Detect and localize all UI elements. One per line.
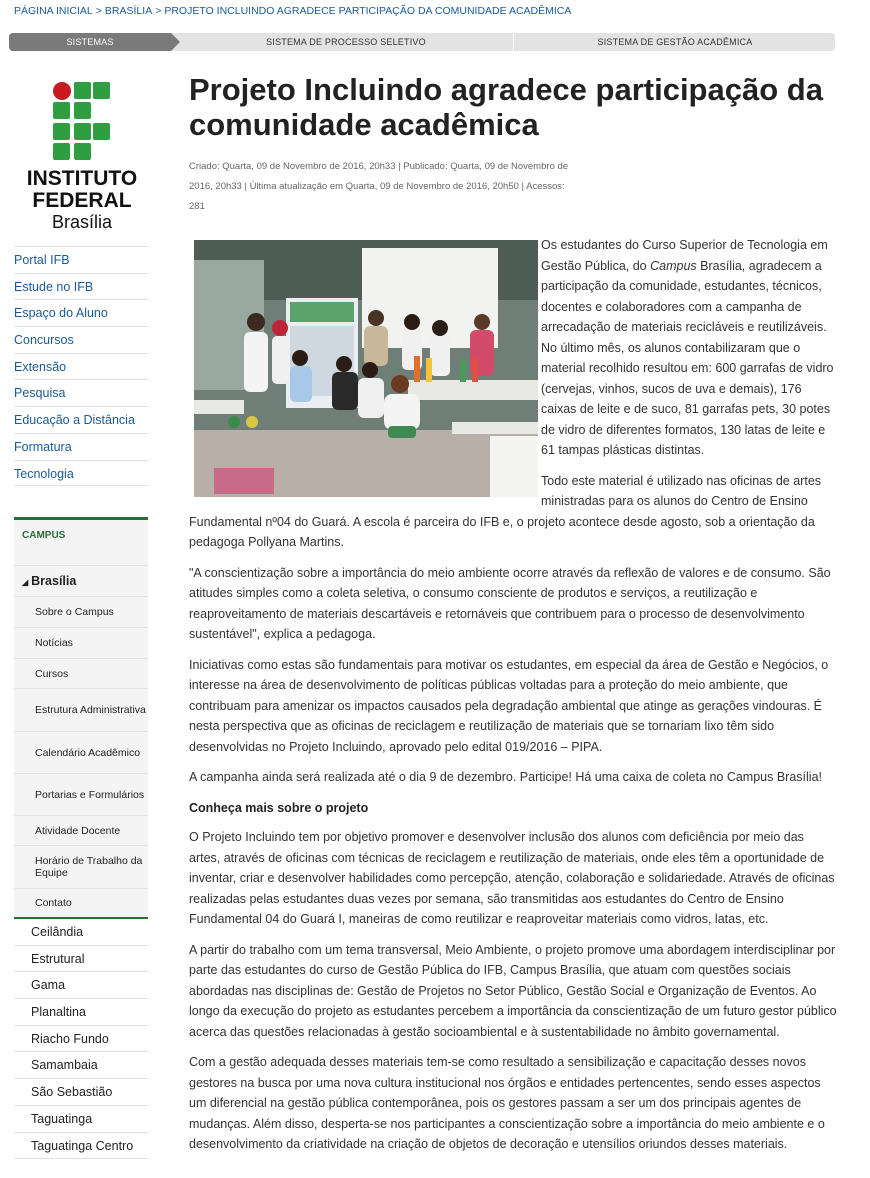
logo-text-federal: FEDERAL	[32, 189, 132, 212]
sidebar-item-estude-no-ifb[interactable]: Estude no IFB	[14, 273, 148, 300]
article-paragraph: Com a gestão adequada desses materiais tem-se como resultado a sensibilização e capacitação desses novos gestores na busca por uma nova cultura institucional nos órgãos e entidades pertencentes, sendo esses aspectos um diferencial na gestão pública contemporânea, pois os gestores passam a ser um dos principais agentes de mudanças. Além disso, desperta-se nos participantes a conscientização sobre a importância do meio ambiente e o desenvolvimento da criatividade na criação de objetos de decoração e utensílios oriundos desses materiais.	[189, 1055, 825, 1151]
sidebar-item-portal-ifb[interactable]: Portal IFB	[14, 246, 148, 273]
article-body	[189, 235, 837, 1165]
article-paragraph: Iniciativas como estas são fundamentais para motivar os estudantes, em especial da área de Gestão e Negócios, o interesse na área de desenvolvimento de políticas públicas voltadas para a proteção do meio ambiente, que contribuam para amenizar os impactos causados pela degradação ambiental que atinge as gerações vindouras. É nesta perspectiva que as oficinas de reciclagem e reutilização de materiais que se tornariam lixo têm sido desenvolvidas no Projeto Incluindo, aprovado pelo edital 019/2016 – PIPA.	[189, 657, 829, 754]
submenu-portarias-e-formularios[interactable]: Portarias e Formulários	[14, 773, 148, 815]
campus-item-planaltina[interactable]: Planaltina	[14, 999, 148, 1026]
submenu-atividade-docente[interactable]: Atividade Docente	[14, 815, 148, 845]
logo-square-icon	[74, 123, 91, 140]
logo-text-instituto: INSTITUTO	[26, 167, 138, 190]
breadcrumb	[14, 5, 571, 17]
submenu-calendario-academico[interactable]: Calendário Acadêmico	[14, 731, 148, 773]
paragraph-emphasis: Campus	[650, 258, 697, 273]
logo-square-icon	[74, 82, 91, 99]
article-title: Projeto Incluindo agradece participação da comunidade acadêmica	[189, 72, 823, 142]
logo-red-circle-icon	[53, 82, 71, 100]
campus-heading: CAMPUS	[14, 517, 148, 565]
campus-item-gama[interactable]: Gama	[14, 972, 148, 999]
sidebar-menu	[14, 246, 148, 486]
logo-square-icon	[53, 143, 70, 160]
paragraph-text: Os estudantes do Curso Superior de Tecnologia em Gestão Pública, do	[541, 238, 828, 273]
sidebar-item-formatura[interactable]: Formatura	[14, 433, 148, 460]
logo-square-icon	[74, 143, 91, 160]
logo-square-icon	[53, 123, 70, 140]
campus-item-riacho-fundo[interactable]: Riacho Fundo	[14, 1026, 148, 1053]
logo-square-icon	[93, 123, 110, 140]
article-subheading: Conheça mais sobre o projeto	[189, 800, 369, 815]
ifb-logo[interactable]	[20, 82, 144, 232]
breadcrumb-current: PROJETO INCLUINDO AGRADECE PARTICIPAÇÃO DA COMUNIDADE ACADÊMICA	[164, 5, 572, 17]
campus-item-taguatinga-centro[interactable]: Taguatinga Centro	[14, 1133, 148, 1160]
breadcrumb-separator: >	[155, 5, 162, 17]
tab-gestao-academica[interactable]: SISTEMA DE GESTÃO ACADÊMICA	[513, 33, 835, 51]
campus-menu	[14, 517, 148, 1159]
logo-square-icon	[53, 102, 70, 119]
breadcrumb-home[interactable]: PÁGINA INICIAL	[14, 5, 93, 17]
photo-spacer	[189, 235, 541, 499]
submenu-estrutura-administrativa[interactable]: Estrutura Administrativa	[14, 688, 148, 731]
tab-arrow-icon	[171, 33, 180, 51]
sidebar-item-pesquisa[interactable]: Pesquisa	[14, 379, 148, 406]
article-paragraph: A campanha ainda será realizada até o dia 9 de dezembro. Participe! Há uma caixa de coleta no Campus Brasília!	[189, 770, 823, 784]
systems-nav	[9, 33, 835, 51]
article-paragraph: O Projeto Incluindo tem por objetivo promover e desenvolver inclusão dos alunos com deficiência por meio das artes, através de oficinas com técnicas de reciclagem e reutilização de materiais, onde eles têm a oportunidade de inventar, criar e desenvolver habilidades como percepção, atenção, colaboração e solidariedade. Através de oficinas realizadas pelas estudantes duas vezes por semana, são transmitidas aos estudantes do Centro de Ensino Fundamental 04 do Guará I, maneiras de como reutilizar e reaproveitar materiais como vidros, latas, etc.	[189, 830, 835, 926]
submenu-sobre-o-campus[interactable]: Sobre o Campus	[14, 596, 148, 627]
paragraph-text: Brasília, agradecem a participação da comunidade, estudantes, técnicos, docentes e colaboradores com a campanha de arrecadação de materiais recicláveis e reutilizáveis. No último mês, os alunos contabilizaram que o material recolhido resultou em: 600 garrafas de vidro (cervejas, vinhos, sucos de uva e demais), 176 caixas de leite e de suco, 81 garrafas pets, 30 potes de vidro de diferentes formatos, 130 latas de leite e 61 tampas plásticas distintas.	[541, 258, 834, 457]
tab-processo-seletivo[interactable]: SISTEMA DE PROCESSO SELETIVO	[266, 37, 426, 47]
tab-sistemas[interactable]: SISTEMAS	[9, 33, 171, 51]
campus-item-taguatinga[interactable]: Taguatinga	[14, 1106, 148, 1133]
article-paragraph: Todo este material é utilizado nas oficinas de artes ministradas para os alunos do Centro de Ensino Fundamental nº04 do Guará. A escola é parceira do IFB e, o projeto acontece desde agosto, sob a orientação da pedagoga Pollyana Martins.	[189, 473, 822, 549]
submenu-cursos[interactable]: Cursos	[14, 658, 148, 688]
logo-square-icon	[93, 82, 110, 99]
campus-item-label: Brasília	[31, 574, 77, 588]
campus-item-sao-sebastiao[interactable]: São Sebastião	[14, 1079, 148, 1106]
article-paragraph: A partir do trabalho com um tema transversal, Meio Ambiente, o projeto promove uma abordagem interdisciplinar por parte das estudantes do curso de Gestão Pública do IFB, Campus Brasília, que atuam com questões sociais abordadas nas disciplinas de: Gestão de Projetos no Setor Público, Gestão Social e Organização de Eventos. Ao longo da execução do projeto as estudantes percebem a importância da conscientização de um futuro gestor público acerca das questões relacionadas à gestão socioambiental e à sustentabilidade no âmbito governamental.	[189, 942, 837, 1039]
submenu-contato[interactable]: Contato	[14, 888, 148, 919]
article-meta: Criado: Quarta, 09 de Novembro de 2016, 20h33 | Publicado: Quarta, 09 de Novembro de 2016, 20h33 | Última atualização em Quarta, 09 de Novembro de 2016, 20h50 | Acessos: 281	[189, 161, 569, 212]
sidebar-item-concursos[interactable]: Concursos	[14, 326, 148, 353]
sidebar-item-extensao[interactable]: Extensão	[14, 353, 148, 380]
sidebar-item-educacao-a-distancia[interactable]: Educação a Distância	[14, 406, 148, 433]
campus-item-estrutural[interactable]: Estrutural	[14, 946, 148, 973]
triangle-down-icon: ◢	[22, 578, 29, 587]
logo-text-brasilia: Brasília	[51, 212, 113, 232]
article-quote: "A conscientização sobre a importância do meio ambiente ocorre através da reflexão de valores e de consumo. São atitudes simples como a coleta seletiva, o consumo consciente de produtos e serviços, a reutilização e reaproveitamento de materiais descartáveis e retornáveis que contribuem para o processo de desenvolvimento sustentável", explica a pedagoga.	[189, 565, 831, 641]
submenu-horario-de-trabalho[interactable]: Horário de Trabalho da Equipe	[14, 845, 148, 888]
breadcrumb-separator: >	[95, 5, 102, 17]
logo-square-icon	[74, 102, 91, 119]
campus-item-brasilia[interactable]	[14, 565, 148, 596]
campus-item-ceilandia[interactable]: Ceilândia	[14, 919, 148, 946]
submenu-noticias[interactable]: Notícias	[14, 627, 148, 658]
sidebar-item-tecnologia[interactable]: Tecnologia	[14, 460, 148, 487]
breadcrumb-brasilia[interactable]: BRASÍLIA	[104, 5, 153, 17]
sidebar-item-espaco-do-aluno[interactable]: Espaço do Aluno	[14, 299, 148, 326]
campus-item-samambaia[interactable]: Samambaia	[14, 1052, 148, 1079]
